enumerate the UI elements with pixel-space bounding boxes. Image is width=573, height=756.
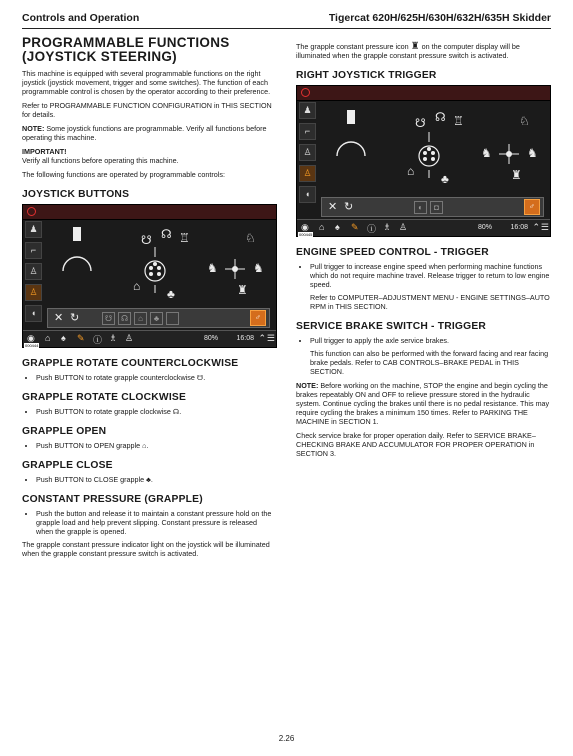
- constant-pressure-heading: CONSTANT PRESSURE (GRAPPLE): [22, 494, 203, 505]
- operator-program-icon: ♙: [25, 284, 42, 301]
- joystick-side-icon: ◖: [299, 186, 316, 203]
- slot-open-icon: ⌂: [134, 312, 147, 325]
- clock: 16:08: [236, 335, 254, 342]
- grapple-open-icon: ⌂: [407, 164, 415, 178]
- program-icon: ♂: [250, 310, 266, 326]
- rotate-ccw-list: • Push BUTTON to rotate grapple counterclockwise ☋.: [22, 373, 275, 382]
- joystick-icon: ♟: [25, 221, 42, 238]
- right-joystick-trigger-heading: RIGHT JOYSTICK TRIGGER: [296, 70, 437, 81]
- winch-icon: ♞: [253, 261, 264, 275]
- intro-paragraph: This machine is equipped with several programmable functions on the right joystick (joystick movement, trigger and some switches). The function of each programmable control is chosen by the operator according to their preference.: [22, 69, 271, 96]
- boom-icon: ♞: [207, 261, 218, 275]
- screen-button-bar: [47, 308, 270, 328]
- back-icon: ◉: [27, 333, 35, 343]
- close-list: • Push BUTTON to CLOSE grapple ♣.: [22, 475, 275, 484]
- wrench-icon: ✎: [351, 222, 359, 232]
- menu-icon: ☰: [266, 333, 275, 343]
- arch-tilt-icon: ♘: [519, 114, 530, 128]
- back-icon: ◉: [301, 222, 309, 232]
- open-list: • Push BUTTON to OPEN grapple ⌂.: [22, 441, 275, 450]
- power-icon: [301, 88, 310, 97]
- reset-icon: ↻: [70, 312, 80, 324]
- cancel-icon: ✕: [54, 312, 64, 324]
- reset-icon: ↻: [344, 201, 354, 213]
- grapple-close-icon: ♣: [167, 287, 175, 301]
- screen-function-map: [319, 102, 546, 200]
- note-paragraph: NOTE: Some joystick functions are programmable. Verify all functions before operating this machine.: [22, 124, 267, 142]
- operator-status-icon: ♙: [399, 222, 408, 232]
- check-brake-paragraph: Check service brake for proper operation daily. Refer to SERVICE BRAKE–CHECKING BRAKE AND ACCUMULATOR FOR PROPER OPERATION in SECTION 3.: [296, 431, 536, 458]
- engine-speed-heading: ENGINE SPEED CONTROL - TRIGGER: [296, 247, 489, 258]
- engine-speed-refer: Refer to COMPUTER–ADJUSTMENT MENU - ENGINE SETTINGS–AUTO RPM in THIS SECTION.: [310, 293, 550, 311]
- constant-pressure-light: The grapple constant pressure indicator light on the joystick will be illuminated when the grapple constant pressure switch is activated.: [22, 540, 270, 558]
- machine-status-icon: ♠: [335, 222, 340, 232]
- rotate-cw-heading: GRAPPLE ROTATE CLOCKWISE: [22, 392, 187, 403]
- right-column: [296, 36, 554, 463]
- seat-icon: ♗: [109, 333, 118, 343]
- constant-pressure-icon: ♖: [179, 231, 190, 245]
- service-brake-list: • Pull trigger to apply the axle service brakes.: [296, 336, 554, 345]
- engine-speed-list: • Pull trigger to increase engine speed when performing machine functions which do not require machine travel. Release trigger to return to low engine speed.: [296, 262, 554, 289]
- left-column: [22, 36, 275, 563]
- seat-icon: ♗: [383, 222, 392, 232]
- operator-icon: ♙: [25, 263, 42, 280]
- machine-icon: ⌐: [299, 123, 316, 140]
- info-icon: ⓘ: [367, 224, 377, 234]
- fuel-percent: 80%: [203, 335, 218, 342]
- grapple-rotate-ccw-icon: ☋: [415, 116, 426, 130]
- home-icon: ⌂: [319, 222, 325, 232]
- rotate-cw-list: • Push BUTTON to rotate grapple clockwise ☊.: [22, 407, 275, 416]
- grapple-rotate-cw-icon: ☊: [435, 110, 446, 124]
- grapple-rotate-ccw-icon: ☋: [141, 233, 152, 247]
- slot-brake-icon: ◘: [430, 201, 443, 214]
- slot-empty-icon: [166, 312, 179, 325]
- power-icon: [27, 207, 36, 216]
- up-icon: ⌃: [258, 333, 266, 343]
- boom-icon: ♞: [481, 146, 492, 160]
- joystick-trigger-screen: [296, 85, 551, 237]
- menu-icon: ☰: [540, 222, 549, 232]
- joystick-side-icon: ◖: [25, 305, 42, 322]
- service-brake-more: This function can also be performed with the forward facing and rear facing brake pedals. Refer to CAB CONTROLS–BRAKE PEDAL in THIS SECTION.: [310, 349, 549, 376]
- info-icon: ⓘ: [93, 335, 103, 345]
- screen-sidebar: [25, 221, 42, 326]
- brake-note: NOTE: Before working on the machine, STOP the engine and begin cycling the brakes repeatably ON and OFF to relieve pressure stored in the hydraulic system. Continue cycling the brakes until there is no pedal resistance. This may require cycling the brakes a minimum 150 times. Refer to PARKING THE MACHINE in SECTION 1.: [296, 381, 550, 426]
- service-brake-heading: SERVICE BRAKE SWITCH - TRIGGER: [296, 321, 487, 332]
- open-heading: GRAPPLE OPEN: [22, 426, 107, 437]
- joystick-buttons-screen: [22, 204, 277, 348]
- page-header: [22, 12, 551, 29]
- cancel-icon: ✕: [328, 201, 338, 213]
- following-paragraph: The following functions are operated by programmable controls:: [22, 170, 225, 179]
- refer-paragraph: Refer to PROGRAMMABLE FUNCTION CONFIGURATION in THIS SECTION for details.: [22, 101, 272, 119]
- page-number: 2.26: [278, 734, 295, 743]
- joystick-icon: ♟: [299, 102, 316, 119]
- header-section: Controls and Operation: [22, 12, 140, 24]
- slot-engine-icon: ◐: [414, 201, 427, 214]
- close-heading: GRAPPLE CLOSE: [22, 460, 113, 471]
- winch-icon: ♞: [527, 146, 538, 160]
- screen-function-map: [45, 221, 272, 311]
- blade-icon: ♜: [511, 168, 522, 182]
- fuel-percent: 80%: [477, 224, 492, 231]
- screen-button-bar: [321, 197, 544, 217]
- screen-status-bar: [23, 330, 276, 347]
- figure-id: 000445: [299, 232, 313, 237]
- constant-pressure-icon: ♖: [453, 114, 464, 128]
- program-icon: ♂: [524, 199, 540, 215]
- machine-icon: ⌐: [25, 242, 42, 259]
- blade-icon: ♜: [237, 283, 248, 297]
- joystick-diagram: [319, 102, 546, 200]
- section-title: PROGRAMMABLE FUNCTIONS (JOYSTICK STEERING): [22, 35, 230, 64]
- joystick-buttons-heading: JOYSTICK BUTTONS: [22, 189, 130, 200]
- screen-sidebar: [299, 102, 316, 207]
- rotate-ccw-heading: GRAPPLE ROTATE COUNTERCLOCKWISE: [22, 358, 239, 369]
- constant-pressure-list: • Push the button and release it to maintain a constant pressure hold on the grapple load and help prevent slipping. Constant pressure is released when the grapple is opened.: [22, 509, 275, 536]
- grapple-close-icon: ♣: [441, 172, 449, 186]
- important-paragraph: IMPORTANT! Verify all functions before operating this machine.: [22, 147, 179, 165]
- joystick-diagram: [45, 221, 272, 311]
- slot-rotate-cw-icon: ☊: [118, 312, 131, 325]
- icon-paragraph: The grapple constant pressure icon ♜ on the computer display will be illuminated when the grapple constant pressure switch is activated.: [296, 41, 520, 60]
- operator-program-icon: ♙: [299, 165, 316, 182]
- home-icon: ⌂: [45, 333, 51, 343]
- clock: 16:08: [510, 224, 528, 231]
- arch-tilt-icon: ♘: [245, 231, 256, 245]
- machine-status-icon: ♠: [61, 333, 66, 343]
- figure-id: 000444: [25, 343, 39, 348]
- constant-pressure-inline-icon: ♜: [410, 41, 420, 52]
- operator-status-icon: ♙: [125, 333, 134, 343]
- slot-close-icon: ♣: [150, 312, 163, 325]
- header-model: Tigercat 620H/625H/630H/632H/635H Skidder: [328, 12, 551, 24]
- wrench-icon: ✎: [77, 333, 85, 343]
- grapple-open-icon: ⌂: [133, 279, 141, 293]
- up-icon: ⌃: [532, 222, 540, 232]
- operator-icon: ♙: [299, 144, 316, 161]
- slot-rotate-ccw-icon: ☋: [102, 312, 115, 325]
- grapple-rotate-cw-icon: ☊: [161, 227, 172, 241]
- screen-status-bar: [297, 219, 550, 236]
